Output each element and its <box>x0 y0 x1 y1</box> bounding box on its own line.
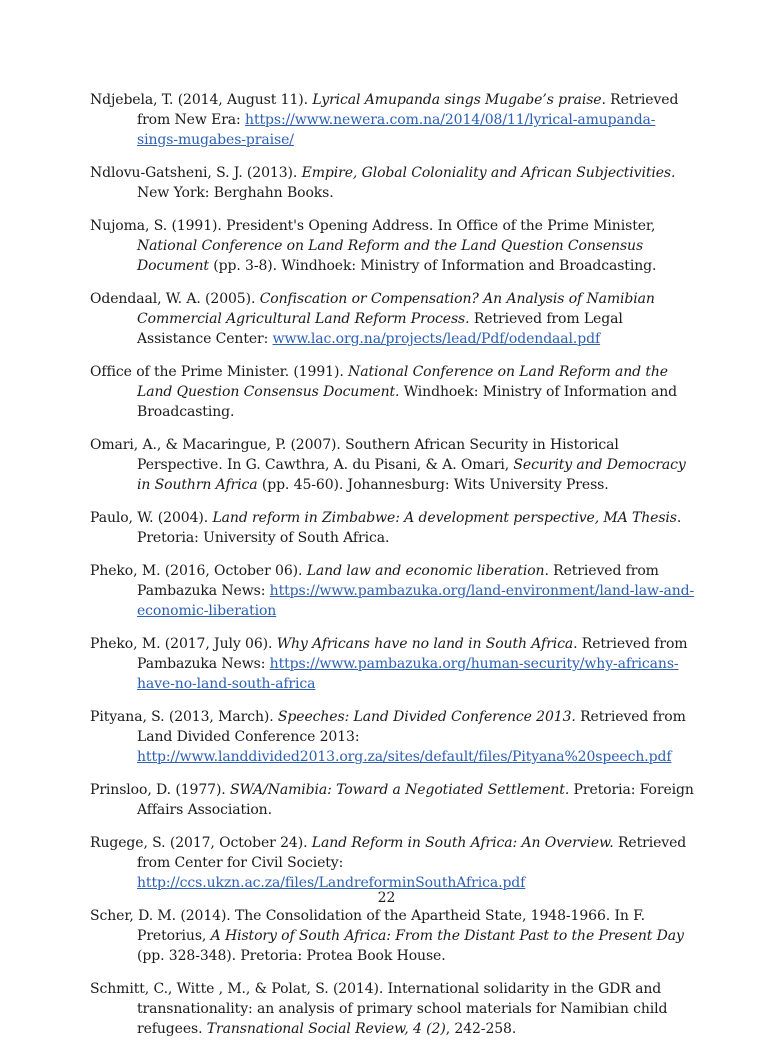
reference-author: Prinsloo, D. (1977). <box>90 782 231 798</box>
reference-title: Transnational Social Review, 4 (2) <box>206 1021 446 1037</box>
reference-details: Retrieved from Legal Assistance Center: <box>137 311 623 347</box>
reference-details: , 242-258. <box>445 1021 517 1037</box>
reference-list <box>90 90 695 1052</box>
reference-details: Retrieved from Land Divided Conference 2013: <box>137 709 686 745</box>
reference-author: Odendaal, W. A. (2005). <box>90 291 260 307</box>
reference-entry <box>90 561 695 621</box>
reference-link[interactable]: http://ccs.ukzn.ac.za/files/LandreforminSouthAfrica.pdf <box>137 875 526 891</box>
reference-author: Schmitt, C., Witte , M., & Polat, S. (2014). International solidarity in the GDR and transnationality: an analysis of primary school materials for Namibian child refugees. <box>90 981 668 1037</box>
reference-title: National Conference on Land Reform and the Land Question Consensus Document <box>137 238 644 274</box>
reference-author: Scher, D. M. (2014). The Consolidation of the Apartheid State, 1948-1966. In F. Pretorius, <box>90 908 645 944</box>
reference-title: Land Reform in South Africa: An Overview. <box>311 835 614 851</box>
reference-author: Ndjebela, T. (2014, August 11). <box>90 92 313 108</box>
reference-title: Lyrical Amupanda sings Mugabe’s praise <box>312 92 602 108</box>
reference-author: Pityana, S. (2013, March). <box>90 709 278 725</box>
reference-title: Why Africans have no land in South Africa <box>276 636 574 652</box>
page-number: 22 <box>377 890 396 906</box>
reference-author: Paulo, W. (2004). <box>90 510 213 526</box>
reference-details: (pp. 45-60). Johannesburg: Wits University Press. <box>257 477 609 493</box>
reference-details: Windhoek: Ministry of Information and Broadcasting. <box>137 384 678 420</box>
reference-details: . Retrieved from New Era: <box>137 92 679 128</box>
reference-entry <box>90 163 695 203</box>
reference-entry <box>90 634 695 694</box>
reference-author: Pheko, M. (2016, October 06). <box>90 563 307 579</box>
reference-link[interactable]: https://www.newera.com.na/2014/08/11/lyrical-amupanda-sings-mugabes-praise/ <box>137 112 656 148</box>
reference-author: Pheko, M. (2017, July 06). <box>90 636 277 652</box>
reference-entry <box>90 833 695 893</box>
reference-author: Ndlovu-Gatsheni, S. J. (2013). <box>90 165 302 181</box>
reference-title: SWA/Namibia: Toward a Negotiated Settlement. <box>230 782 570 798</box>
reference-details: Retrieved from Center for Civil Society: <box>137 835 687 871</box>
reference-link[interactable]: https://www.pambazuka.org/human-security/why-africans-have-no-land-south-africa <box>137 656 679 692</box>
reference-author: Rugege, S. (2017, October 24). <box>90 835 312 851</box>
reference-details: Pretoria: Foreign Affairs Association. <box>137 782 694 818</box>
reference-title: National Conference on Land Reform and the Land Question Consensus Document. <box>137 364 668 400</box>
reference-link[interactable]: http://www.landdivided2013.org.za/sites/default/files/Pityana%20speech.pdf <box>137 749 672 765</box>
reference-title: Security and Democracy in Southrn Africa <box>137 457 686 493</box>
reference-title: A History of South Africa: From the Distant Past to the Present Day <box>210 928 684 944</box>
reference-entry <box>90 289 695 349</box>
reference-link[interactable]: www.lac.org.na/projects/lead/Pdf/odendaal.pdf <box>272 331 601 347</box>
reference-link[interactable]: https://www.pambazuka.org/land-environment/land-law-and-economic-liberation <box>137 583 695 619</box>
reference-details: (pp. 328-348). Pretoria: Protea Book House. <box>137 948 446 964</box>
reference-entry <box>90 362 695 422</box>
reference-title: Speeches: Land Divided Conference 2013. <box>277 709 576 725</box>
reference-details: . Pretoria: University of South Africa. <box>137 510 682 546</box>
reference-author: Nujoma, S. (1991). President's Opening Address. In Office of the Prime Minister, <box>90 218 656 234</box>
reference-entry <box>90 90 695 150</box>
reference-title: Empire, Global Coloniality and African Subjectivities. <box>301 165 676 181</box>
reference-entry <box>90 216 695 276</box>
reference-author: Office of the Prime Minister. (1991). <box>90 364 349 380</box>
reference-author: Omari, A., & Macaringue, P. (2007). Southern African Security in Historical Perspective. In G. Cawthra, A. du Pisani, & A. Omari, <box>90 437 619 473</box>
reference-entry <box>90 435 695 495</box>
reference-details: New York: Berghahn Books. <box>137 185 334 201</box>
reference-entry <box>90 979 695 1039</box>
reference-details: . Retrieved from Pambazuka News: <box>137 636 688 672</box>
reference-entry <box>90 508 695 548</box>
reference-title: Land law and economic liberation <box>306 563 545 579</box>
reference-title: Land reform in Zimbabwe: A development perspective, MA Thesis <box>212 510 677 526</box>
reference-details: . Retrieved from Pambazuka News: <box>137 563 659 599</box>
reference-title: Confiscation or Compensation? An Analysis of Namibian Commercial Agricultural Land Reform Process. <box>137 291 655 327</box>
reference-entry <box>90 906 695 966</box>
reference-entry <box>90 780 695 820</box>
reference-entry <box>90 707 695 767</box>
reference-details: (pp. 3-8). Windhoek: Ministry of Information and Broadcasting. <box>208 258 657 274</box>
